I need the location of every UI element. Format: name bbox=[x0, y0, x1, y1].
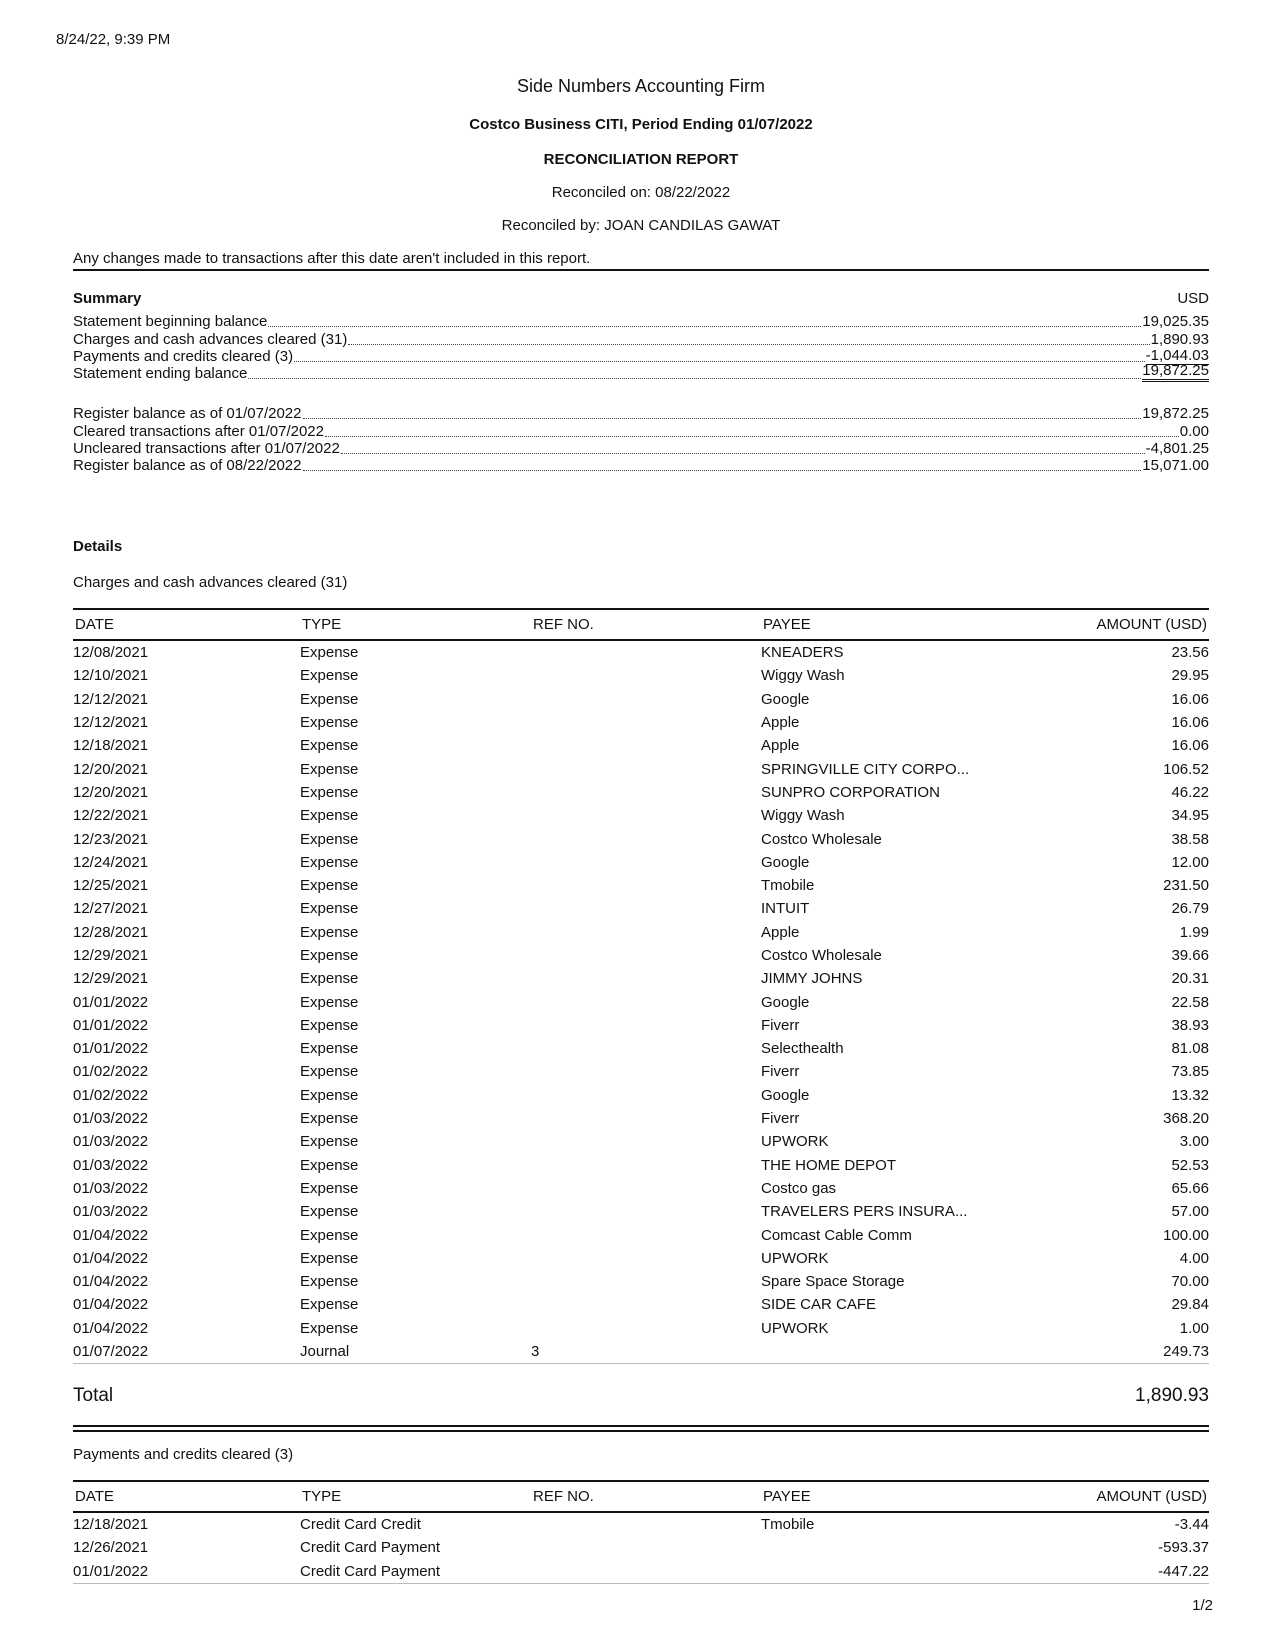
cell-date: 12/24/2021 bbox=[73, 853, 149, 871]
cell-payee: Apple bbox=[761, 923, 800, 941]
cell-ref bbox=[531, 688, 761, 711]
reconciled-on: Reconciled on: 08/22/2022 bbox=[551, 184, 731, 201]
cell-type: Credit Card Payment bbox=[300, 1539, 441, 1557]
cell-date: 01/04/2022 bbox=[73, 1249, 149, 1267]
col-ref: REF NO. bbox=[531, 1481, 761, 1512]
cell-payee: KNEADERS bbox=[761, 644, 844, 662]
cell-payee: Google bbox=[761, 853, 810, 871]
table-row bbox=[73, 1536, 1209, 1559]
cell-amount: 52.53 bbox=[1171, 1156, 1209, 1174]
table-row bbox=[73, 1014, 1209, 1037]
summary-row: Uncleared transactions after 01/07/2022 -4,801.25 bbox=[73, 439, 1209, 457]
cell-type: Expense bbox=[300, 947, 359, 964]
cell-amount: 16.06 bbox=[1171, 737, 1209, 755]
cell-type: Expense bbox=[300, 690, 359, 708]
table-row bbox=[73, 1247, 1209, 1270]
cell-payee: Tmobile bbox=[761, 1516, 815, 1534]
table-row bbox=[73, 757, 1209, 780]
total-label: Total bbox=[73, 1385, 114, 1406]
cell-date: 12/23/2021 bbox=[73, 830, 149, 848]
cell-payee: THE HOME DEPOT bbox=[761, 1156, 897, 1174]
cell-payee bbox=[761, 1536, 985, 1559]
cell-date: 12/25/2021 bbox=[73, 877, 149, 895]
cell-ref bbox=[531, 711, 761, 734]
cell-type: Expense bbox=[300, 1296, 359, 1314]
cell-date: 12/28/2021 bbox=[73, 923, 149, 941]
cell-amount: 13.32 bbox=[1171, 1086, 1209, 1104]
cell-amount: 70.00 bbox=[1171, 1273, 1209, 1291]
summary-header bbox=[73, 290, 1209, 307]
cell-payee: UPWORK bbox=[761, 1319, 829, 1337]
table-row bbox=[73, 1223, 1209, 1246]
cell-payee: SPRINGVILLE CITY CORPO... bbox=[761, 760, 970, 778]
charges-section-title: Charges and cash advances cleared (31) bbox=[73, 574, 348, 591]
col-date: DATE bbox=[73, 1481, 300, 1512]
details-heading: Details bbox=[73, 538, 123, 555]
cell-ref bbox=[531, 804, 761, 827]
total-double-rule bbox=[73, 1425, 1209, 1432]
col-date: DATE bbox=[73, 609, 300, 640]
cell-type: Expense bbox=[300, 644, 359, 662]
cell-ref bbox=[531, 1512, 761, 1536]
table-header-row bbox=[73, 1481, 1209, 1512]
page-number: 1/2 bbox=[1192, 1597, 1213, 1614]
cell-type: Expense bbox=[300, 737, 359, 755]
table-row bbox=[73, 944, 1209, 967]
cell-amount: 46.22 bbox=[1171, 783, 1209, 801]
table-row bbox=[73, 711, 1209, 734]
cell-type: Expense bbox=[300, 1016, 359, 1034]
charges-table bbox=[73, 608, 1209, 1364]
summary-label: Summary bbox=[73, 290, 142, 307]
cell-amount: 57.00 bbox=[1171, 1203, 1209, 1221]
cell-date: 12/26/2021 bbox=[73, 1539, 149, 1557]
cell-date: 01/07/2022 bbox=[73, 1340, 300, 1364]
cell-payee: Apple bbox=[761, 714, 800, 732]
table-row bbox=[73, 664, 1209, 687]
cell-amount: 73.85 bbox=[1171, 1063, 1209, 1081]
summary-row: Register balance as of 08/22/2022 15,071.00 bbox=[73, 457, 1209, 475]
charges-rows bbox=[73, 640, 1209, 1364]
table-row bbox=[73, 921, 1209, 944]
cell-ref bbox=[531, 990, 761, 1013]
report-title: RECONCILIATION REPORT bbox=[543, 151, 739, 168]
summary-row: Statement beginning balance 19,025.35 bbox=[73, 313, 1209, 331]
col-type: TYPE bbox=[300, 609, 531, 640]
cell-amount: -3.44 bbox=[1174, 1516, 1209, 1534]
register-summary bbox=[73, 405, 1209, 474]
payments-rows bbox=[73, 1512, 1209, 1583]
cell-ref bbox=[531, 967, 761, 990]
account-period: Costco Business CITI, Period Ending 01/07/2022 bbox=[469, 116, 813, 133]
cell-amount: 16.06 bbox=[1171, 690, 1209, 708]
cell-ref bbox=[531, 1270, 761, 1293]
cell-date: 01/04/2022 bbox=[73, 1226, 149, 1244]
table-row bbox=[73, 851, 1209, 874]
table-row bbox=[73, 967, 1209, 990]
cell-date: 01/03/2022 bbox=[73, 1179, 149, 1197]
cell-ref bbox=[531, 1130, 761, 1153]
table-row bbox=[73, 640, 1209, 664]
cell-payee: SUNPRO CORPORATION bbox=[761, 783, 940, 801]
cell-type: Expense bbox=[300, 853, 359, 871]
table-row bbox=[73, 990, 1209, 1013]
cell-ref bbox=[531, 1014, 761, 1037]
cell-ref bbox=[531, 664, 761, 687]
cell-ref bbox=[531, 874, 761, 897]
cell-payee: TRAVELERS PERS INSURA... bbox=[761, 1203, 968, 1221]
cell-amount: 1.00 bbox=[1179, 1319, 1209, 1337]
payments-section-title: Payments and credits cleared (3) bbox=[73, 1446, 294, 1463]
cell-payee: UPWORK bbox=[761, 1133, 829, 1151]
cell-amount: 29.95 bbox=[1171, 667, 1209, 685]
summary-row: Statement ending balance 19,872.25 bbox=[73, 362, 1209, 383]
payments-table bbox=[73, 1480, 1209, 1584]
table-row bbox=[73, 1340, 1209, 1364]
cell-amount: 39.66 bbox=[1171, 947, 1209, 964]
cell-type: Expense bbox=[300, 1110, 359, 1128]
table-row bbox=[73, 897, 1209, 920]
cell-payee: Fiverr bbox=[761, 1110, 800, 1128]
cell-amount: 38.93 bbox=[1171, 1016, 1209, 1034]
cell-ref bbox=[531, 1200, 761, 1223]
table-row bbox=[73, 1060, 1209, 1083]
cell-date: 12/20/2021 bbox=[73, 760, 149, 778]
cell-amount: 22.58 bbox=[1171, 993, 1209, 1011]
cell-ref bbox=[531, 1293, 761, 1316]
cell-date: 01/03/2022 bbox=[73, 1110, 149, 1128]
cell-ref bbox=[531, 734, 761, 757]
cell-type: Expense bbox=[300, 1319, 359, 1337]
cell-ref bbox=[531, 921, 761, 944]
cell-type: Expense bbox=[300, 807, 359, 825]
cell-date: 01/02/2022 bbox=[73, 1063, 149, 1081]
cell-type: Expense bbox=[300, 1249, 359, 1267]
cell-date: 12/20/2021 bbox=[73, 783, 149, 801]
cell-date: 12/12/2021 bbox=[73, 714, 149, 732]
cell-payee: Wiggy Wash bbox=[761, 807, 845, 825]
cell-ref bbox=[531, 1317, 761, 1340]
cell-type: Credit Card Credit bbox=[300, 1516, 421, 1534]
cell-payee: Google bbox=[761, 993, 810, 1011]
table-row bbox=[73, 1084, 1209, 1107]
summary-row: Register balance as of 01/07/2022 19,872.25 bbox=[73, 405, 1209, 423]
cell-payee: Spare Space Storage bbox=[761, 1273, 905, 1291]
currency-label: USD bbox=[1177, 290, 1209, 307]
cell-date: 12/10/2021 bbox=[73, 667, 149, 685]
cell-ref bbox=[531, 757, 761, 780]
cell-payee: Costco Wholesale bbox=[761, 830, 882, 848]
table-row bbox=[73, 1293, 1209, 1316]
cell-type: Expense bbox=[300, 1063, 359, 1081]
col-amount: AMOUNT (USD) bbox=[985, 1481, 1209, 1512]
cell-ref bbox=[531, 1084, 761, 1107]
cell-ref bbox=[531, 1247, 761, 1270]
table-row bbox=[73, 688, 1209, 711]
cell-ref bbox=[531, 1107, 761, 1130]
col-payee: PAYEE bbox=[761, 1481, 985, 1512]
cell-date: 01/04/2022 bbox=[73, 1319, 149, 1337]
cell-type: Expense bbox=[300, 923, 359, 941]
cell-amount: 26.79 bbox=[1171, 900, 1209, 918]
cell-date: 01/03/2022 bbox=[73, 1156, 149, 1174]
cell-date: 12/08/2021 bbox=[73, 644, 149, 662]
table-row bbox=[73, 874, 1209, 897]
table-row bbox=[73, 1270, 1209, 1293]
cell-date: 12/27/2021 bbox=[73, 900, 149, 918]
cell-date: 12/29/2021 bbox=[73, 970, 149, 988]
cell-amount: 249.73 bbox=[985, 1340, 1209, 1364]
cell-date: 12/29/2021 bbox=[73, 947, 149, 964]
table-row bbox=[73, 734, 1209, 757]
cell-amount: 20.31 bbox=[1171, 970, 1209, 988]
cell-payee: Google bbox=[761, 690, 810, 708]
cell-type: Expense bbox=[300, 830, 359, 848]
cell-type: Expense bbox=[300, 1179, 359, 1197]
cell-payee: Google bbox=[761, 1086, 810, 1104]
cell-amount: 3.00 bbox=[1179, 1133, 1209, 1151]
summary-row: Charges and cash advances cleared (31) 1,890.93 bbox=[73, 330, 1209, 348]
cell-type: Expense bbox=[300, 993, 359, 1011]
col-type: TYPE bbox=[300, 1481, 531, 1512]
cell-payee: Selecthealth bbox=[761, 1040, 844, 1058]
cell-date: 12/18/2021 bbox=[73, 737, 149, 755]
table-row bbox=[73, 1154, 1209, 1177]
cell-date: 01/01/2022 bbox=[73, 993, 149, 1011]
cell-date: 01/04/2022 bbox=[73, 1296, 149, 1314]
cell-amount: 34.95 bbox=[1171, 807, 1209, 825]
cell-type: Expense bbox=[300, 900, 359, 918]
cell-date: 01/03/2022 bbox=[73, 1203, 149, 1221]
cell-date: 01/02/2022 bbox=[73, 1086, 149, 1104]
cell-type: Expense bbox=[300, 1086, 359, 1104]
col-ref: REF NO. bbox=[531, 609, 761, 640]
cell-amount: 65.66 bbox=[1171, 1179, 1209, 1197]
table-row bbox=[73, 1560, 1209, 1584]
col-amount: AMOUNT (USD) bbox=[985, 609, 1209, 640]
cell-payee bbox=[761, 1560, 985, 1584]
cell-date: 01/01/2022 bbox=[73, 1016, 149, 1034]
cell-date: 01/04/2022 bbox=[73, 1273, 149, 1291]
col-payee: PAYEE bbox=[761, 609, 985, 640]
cell-ref bbox=[531, 851, 761, 874]
table-row bbox=[73, 1177, 1209, 1200]
table-row bbox=[73, 1200, 1209, 1223]
table-row bbox=[73, 804, 1209, 827]
cell-amount: 81.08 bbox=[1171, 1040, 1209, 1058]
reconciled-by: Reconciled by: JOAN CANDILAS GAWAT bbox=[501, 217, 781, 234]
cell-date: 01/01/2022 bbox=[73, 1560, 300, 1584]
firm-name: Side Numbers Accounting Firm bbox=[516, 76, 766, 96]
table-row bbox=[73, 1130, 1209, 1153]
cell-date: 12/12/2021 bbox=[73, 690, 149, 708]
summary-row: Payments and credits cleared (3) -1,044.03 bbox=[73, 346, 1209, 365]
cell-type: Expense bbox=[300, 1040, 359, 1058]
table-row bbox=[73, 1037, 1209, 1060]
cell-payee: INTUIT bbox=[761, 900, 810, 918]
summary-row: Cleared transactions after 01/07/2022 0.00 bbox=[73, 422, 1209, 440]
cell-amount: 16.06 bbox=[1171, 714, 1209, 732]
cell-payee: Wiggy Wash bbox=[761, 667, 845, 685]
cell-amount: -447.22 bbox=[985, 1560, 1209, 1584]
cell-type: Credit Card Payment bbox=[300, 1560, 531, 1584]
cell-amount: 4.00 bbox=[1179, 1249, 1209, 1267]
cell-payee: Costco Wholesale bbox=[761, 947, 882, 964]
table-header-row bbox=[73, 609, 1209, 640]
cell-type: Expense bbox=[300, 877, 359, 895]
cell-type: Expense bbox=[300, 1273, 359, 1291]
cell-amount: 106.52 bbox=[1163, 760, 1209, 778]
cell-ref bbox=[531, 781, 761, 804]
cell-amount: 38.58 bbox=[1171, 830, 1209, 848]
table-row bbox=[73, 781, 1209, 804]
cell-amount: 1.99 bbox=[1179, 923, 1209, 941]
cell-type: Journal bbox=[300, 1340, 531, 1364]
cell-amount: 29.84 bbox=[1171, 1296, 1209, 1314]
cell-amount: 368.20 bbox=[1163, 1110, 1209, 1128]
table-row bbox=[73, 827, 1209, 850]
table-row bbox=[73, 1107, 1209, 1130]
cell-ref bbox=[531, 640, 761, 664]
cell-date: 12/22/2021 bbox=[73, 807, 149, 825]
cell-type: Expense bbox=[300, 760, 359, 778]
disclaimer: Any changes made to transactions after this date aren't included in this report. bbox=[73, 250, 1209, 271]
cell-amount: 231.50 bbox=[1163, 877, 1209, 895]
cell-ref bbox=[531, 1177, 761, 1200]
cell-ref bbox=[531, 827, 761, 850]
cell-ref: 3 bbox=[531, 1340, 761, 1364]
cell-amount: -593.37 bbox=[1158, 1539, 1209, 1557]
cell-ref bbox=[531, 1223, 761, 1246]
total-value: 1,890.93 bbox=[1135, 1385, 1209, 1406]
cell-type: Expense bbox=[300, 783, 359, 801]
cell-ref bbox=[531, 1037, 761, 1060]
cell-ref bbox=[531, 1560, 761, 1584]
cell-type: Expense bbox=[300, 1203, 359, 1221]
cell-ref bbox=[531, 1060, 761, 1083]
cell-ref bbox=[531, 897, 761, 920]
table-row bbox=[73, 1512, 1209, 1536]
cell-ref bbox=[531, 1536, 761, 1559]
table-row bbox=[73, 1317, 1209, 1340]
cell-payee: Comcast Cable Comm bbox=[761, 1226, 912, 1244]
cell-type: Expense bbox=[300, 1156, 359, 1174]
cell-payee bbox=[761, 1340, 985, 1364]
cell-payee: Fiverr bbox=[761, 1016, 800, 1034]
charges-total bbox=[73, 1385, 1209, 1407]
cell-type: Expense bbox=[300, 1133, 359, 1151]
cell-payee: SIDE CAR CAFE bbox=[761, 1296, 877, 1314]
cell-amount: 100.00 bbox=[1163, 1226, 1209, 1244]
cell-ref bbox=[531, 1154, 761, 1177]
cell-amount: 23.56 bbox=[1171, 644, 1209, 662]
cell-type: Expense bbox=[300, 714, 359, 732]
cell-amount: 12.00 bbox=[1171, 853, 1209, 871]
cell-payee: UPWORK bbox=[761, 1249, 829, 1267]
cell-payee: Fiverr bbox=[761, 1063, 800, 1081]
cell-ref bbox=[531, 944, 761, 967]
cell-type: Expense bbox=[300, 970, 359, 988]
print-timestamp: 8/24/22, 9:39 PM bbox=[56, 31, 171, 48]
cell-payee: Apple bbox=[761, 737, 800, 755]
cell-payee: Costco gas bbox=[761, 1179, 837, 1197]
cell-date: 12/18/2021 bbox=[73, 1516, 149, 1534]
cell-type: Expense bbox=[300, 667, 359, 685]
cell-date: 01/01/2022 bbox=[73, 1040, 149, 1058]
cell-date: 01/03/2022 bbox=[73, 1133, 149, 1151]
statement-summary bbox=[73, 313, 1209, 382]
cell-payee: Tmobile bbox=[761, 877, 815, 895]
cell-payee: JIMMY JOHNS bbox=[761, 970, 863, 988]
cell-type: Expense bbox=[300, 1226, 359, 1244]
